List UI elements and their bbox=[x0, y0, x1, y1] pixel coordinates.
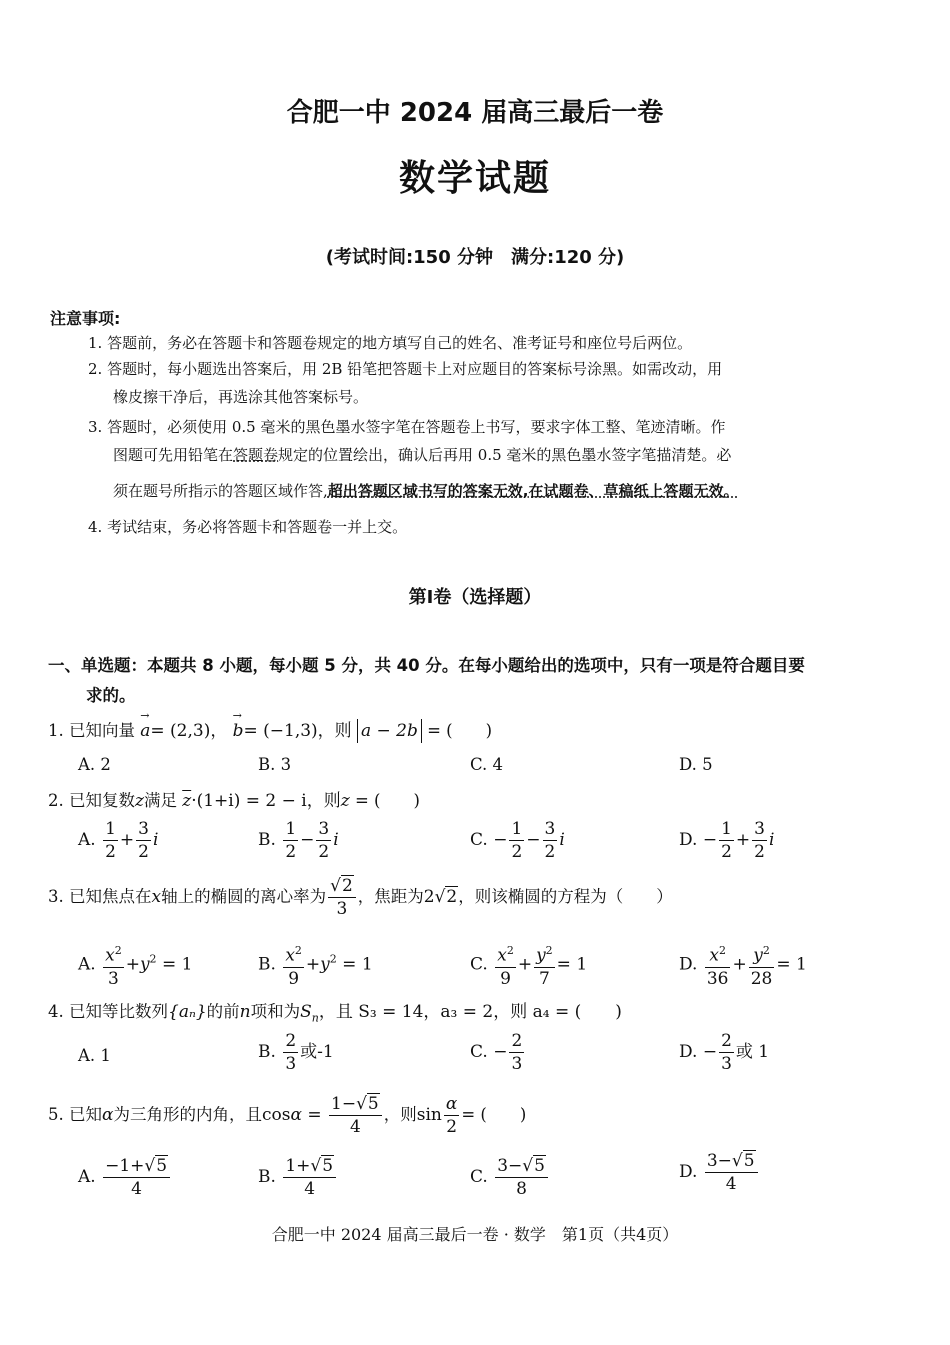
question-number: 2. bbox=[48, 791, 64, 810]
question-number: 5. bbox=[48, 1105, 64, 1124]
eccentricity: $\frac{√2}{3}$ bbox=[328, 875, 356, 920]
q4-option-b: B. $\frac{2}{3}$ 或-1 bbox=[258, 1031, 334, 1074]
q2-option-b: B. $\frac{1}{2}$ − $\frac{3}{2}$ i bbox=[258, 819, 339, 862]
q2-option-c: C. − $\frac{1}{2}$ − $\frac{3}{2}$ i bbox=[470, 819, 565, 862]
option-suffix: 或-1 bbox=[300, 1042, 334, 1062]
variable-z: z bbox=[340, 791, 350, 811]
question-text: 已知焦点在 bbox=[69, 887, 152, 906]
q5-option-b: B. $\frac{1+√5}{4}$ bbox=[258, 1155, 338, 1200]
vector-value: = (−1,3)，则 bbox=[243, 721, 352, 741]
question-1 bbox=[48, 716, 492, 743]
question-5 bbox=[48, 1093, 526, 1138]
q4-option-c: C. − $\frac{2}{3}$ bbox=[470, 1031, 523, 1074]
q3-option-c: C. $\frac{x^2}{9}$ + $\frac{y^2}{7}$ = 1 bbox=[470, 940, 587, 990]
q4-option-a: A. 1 bbox=[78, 1046, 111, 1065]
vector-b: → b bbox=[233, 721, 244, 741]
variable-z: z bbox=[135, 791, 144, 811]
variable-alpha: α bbox=[102, 1105, 114, 1125]
question-text: ，则 bbox=[383, 1105, 417, 1124]
q1-option-c: C. 4 bbox=[470, 755, 504, 774]
question-number: 4. bbox=[48, 1002, 64, 1021]
question-number: 1. bbox=[48, 721, 64, 740]
q1-option-b: B. 3 bbox=[258, 755, 292, 774]
exam-info: (考试时间:150 分钟 满分:120 分) bbox=[325, 247, 625, 268]
q3-option-a: A. $\frac{x^2}{3}$ $+y^2 = 1$ bbox=[78, 940, 192, 990]
q5-option-d: D. $\frac{3-√5}{4}$ bbox=[679, 1150, 760, 1195]
question-text: 的前 bbox=[206, 1002, 240, 1021]
notice-item-3-line-2 bbox=[113, 445, 731, 465]
option-suffix: 或 1 bbox=[735, 1042, 770, 1062]
question-text: 已知向量 bbox=[69, 721, 135, 740]
q3-option-d: D. $\frac{x^2}{36}$ + $\frac{y^2}{28}$ = 1 bbox=[679, 940, 807, 990]
abs-expression: a − 2b bbox=[360, 721, 418, 741]
notice-item-3-line-1: 3. 答题时，必须使用 0.5 毫米的黑色墨水签字笔在答题卷上书写，要求字体工整、笔迹清晰。作 bbox=[88, 418, 726, 436]
q4-option-d: D. − $\frac{2}{3}$ 或 1 bbox=[679, 1031, 770, 1074]
notice-item-2-line-1: 2. 答题时，每小题选出答案后，用 2B 铅笔把答题卡上对应题目的答案标号涂黑。如需改动，用 bbox=[88, 360, 723, 378]
question-2 bbox=[48, 786, 420, 811]
q1-option-a: A. 2 bbox=[78, 755, 111, 774]
question-text: ，焦距为 bbox=[357, 887, 424, 906]
question-tail: = ( ) bbox=[427, 721, 493, 740]
q5-option-c: C. $\frac{3-√5}{8}$ bbox=[470, 1155, 550, 1200]
question-text: 满足 bbox=[143, 791, 177, 810]
notice-text: 规定的位置绘出，确认后再用 0.5 毫米的黑色墨水签字笔描清楚。必 bbox=[278, 446, 732, 464]
q5-option-a: A. $\frac{-1+√5}{4}$ bbox=[78, 1155, 172, 1200]
page-footer: 合肥一中 2024 届高三最后一卷 · 数学 第1页（共4页） bbox=[271, 1225, 679, 1244]
cos-condition: cosα = $\frac{1-√5}{4}$ bbox=[262, 1105, 384, 1125]
question-tail: = ( ) bbox=[354, 791, 420, 810]
question-text: 为三角形的内角，且 bbox=[113, 1105, 262, 1124]
condition: ·(1+i) = 2 − i，则 bbox=[191, 791, 341, 811]
vector-a: → a bbox=[140, 721, 150, 741]
part-1-title: 第Ⅰ卷（选择题） bbox=[408, 587, 542, 608]
question-text: 已知 bbox=[69, 1105, 102, 1124]
question-text: ，则该椭圆的方程为（ ） bbox=[458, 887, 673, 906]
condition: ，且 S₃ = 14，a₃ = 2，则 a₄ = ( ) bbox=[318, 1002, 622, 1022]
notice-emphasis: 答题卷 bbox=[233, 446, 279, 464]
conjugate-z: $\overline{z}$ bbox=[182, 791, 192, 811]
q1-option-d: D. 5 bbox=[679, 755, 713, 774]
notice-text: 须在题号所指示的答题区域作答, bbox=[113, 482, 328, 500]
notice-item-3-line-3 bbox=[113, 481, 738, 501]
subject-title: 数学试题 bbox=[398, 158, 551, 199]
question-text: 已知复数 bbox=[69, 791, 135, 810]
exam-title: 合肥一中 2024 届高三最后一卷 bbox=[286, 98, 664, 128]
question-number: 3. bbox=[48, 887, 64, 906]
variable-x: x bbox=[151, 887, 162, 907]
notice-text: 图题可先用铅笔在 bbox=[113, 446, 234, 464]
notice-item-4: 4. 考试结束，务必将答题卡和答题卷一并上交。 bbox=[88, 518, 408, 536]
variable-n: n bbox=[239, 1002, 251, 1022]
question-text: 已知等比数列 bbox=[69, 1002, 168, 1021]
notice-item-2-line-2: 橡皮擦干净后，再选涂其他答案标号。 bbox=[113, 388, 369, 406]
section-1-heading-cont: 求的。 bbox=[86, 686, 136, 705]
notice-heading: 注意事项: bbox=[50, 309, 121, 328]
question-3 bbox=[48, 875, 673, 920]
q2-option-a: A. $\frac{1}{2}$ + $\frac{3}{2}$ i bbox=[78, 819, 159, 862]
sequence: {aₙ} bbox=[168, 1002, 207, 1022]
question-tail: = ( ) bbox=[461, 1105, 527, 1124]
focal-distance: 2√2 bbox=[423, 887, 458, 907]
notice-item-1: 1. 答题前，务必在答题卡和答题卷规定的地方填写自己的姓名、准考证号和座位号后两位。 bbox=[88, 334, 693, 352]
question-4: 4. 已知等比数列{aₙ}的前n项和为$S_n$，且 S₃ = 14，a₃ = 2，则 a₄ = ( ) bbox=[48, 1002, 622, 1025]
q2-option-d: D. − $\frac{1}{2}$ + $\frac{3}{2}$ i bbox=[679, 819, 775, 862]
sin-half-alpha: sin $\frac{\alpha}{2}$ bbox=[416, 1094, 458, 1137]
vector-value: = (2,3)， bbox=[150, 721, 228, 741]
q3-option-b: B. $\frac{x^2}{9}$ $+y^2 = 1$ bbox=[258, 940, 373, 990]
question-text: 项和为 bbox=[250, 1002, 301, 1021]
section-1-heading: 一、单选题：本题共 8 小题，每小题 5 分，共 40 分。在每小题给出的选项中，只有一项是符合题目要 bbox=[48, 656, 805, 675]
notice-emphasis: 超出答题区域书写的答案无效,在试题卷、草稿纸上答题无效。 bbox=[327, 482, 739, 500]
question-text: 轴上的椭圆的离心率为 bbox=[161, 887, 327, 906]
